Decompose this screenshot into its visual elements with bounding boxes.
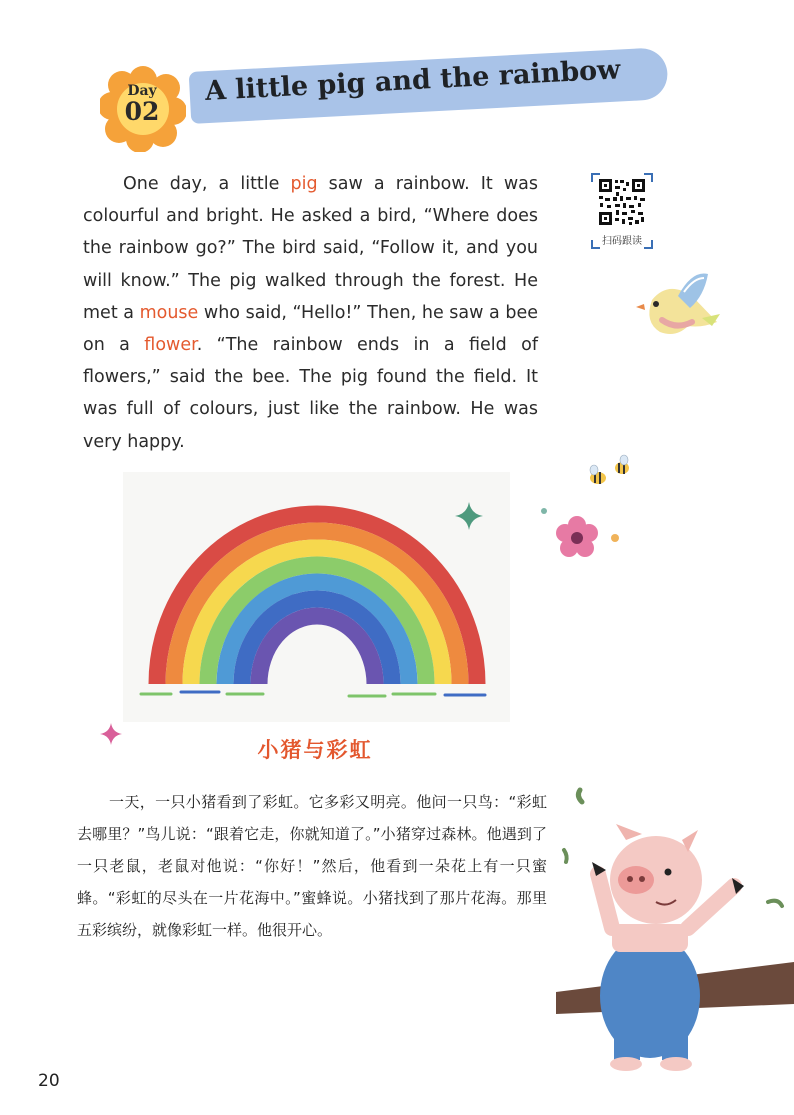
story-text: One day, a little: [123, 174, 291, 194]
sparkle-icon: [100, 723, 122, 745]
qr-caption: 扫码跟读: [602, 236, 642, 247]
bees-illustration: [584, 454, 634, 490]
page-title: A little pig and the rainbow: [204, 54, 622, 107]
vocab-word-mouse[interactable]: mouse: [139, 302, 199, 323]
flower-illustration: [555, 515, 600, 560]
story-paragraph: [83, 168, 538, 458]
decorative-dot: [541, 508, 547, 514]
story-text: saw a rainbow. It was colourful and bright. He asked a bird, “Where does the rainbow go?” The bird said, “Follow it, and you will know.” The pig walked through the forest. He met a: [83, 174, 538, 323]
page-number: 20: [38, 1071, 60, 1091]
rainbow-drawing: [123, 472, 510, 722]
story-english: [83, 168, 538, 458]
pig-illustration: [556, 782, 794, 1074]
story-paragraph: 一天，一只小猪看到了彩虹。它多彩又明亮。他问一只鸟：“彩虹去哪里？”鸟儿说：“跟着它走，你就知道了。”小猪穿过森林。他遇到了一只老鼠，老鼠对他说：“你好！”然后，他看到一朵花上有一只蜜蜂。“彩虹的尽头在一片花海中。”蜜蜂说。小猪找到了那片花海。那里五彩缤纷，就像彩虹一样。他很开心。: [77, 793, 547, 939]
chinese-title: 小猪与彩虹: [257, 738, 373, 762]
vocab-word-flower[interactable]: flower: [144, 335, 197, 356]
story-text: who said, “Hello!” Then, he saw a bee on a: [83, 302, 538, 356]
story-chinese: [77, 786, 547, 946]
sparkle-icon: [455, 502, 483, 530]
bird-illustration: [632, 270, 722, 342]
story-text: . “The rainbow ends in a field of flowers,” said the bee. The pig found the field. It was full of colours, just like the rainbow. He was very happy.: [83, 335, 538, 452]
day-label: Day: [127, 83, 157, 99]
decorative-dot: [611, 534, 619, 542]
vocab-word-pig[interactable]: pig: [290, 174, 318, 194]
day-number: 02: [124, 97, 160, 126]
rainbow-illustration: [123, 472, 510, 722]
